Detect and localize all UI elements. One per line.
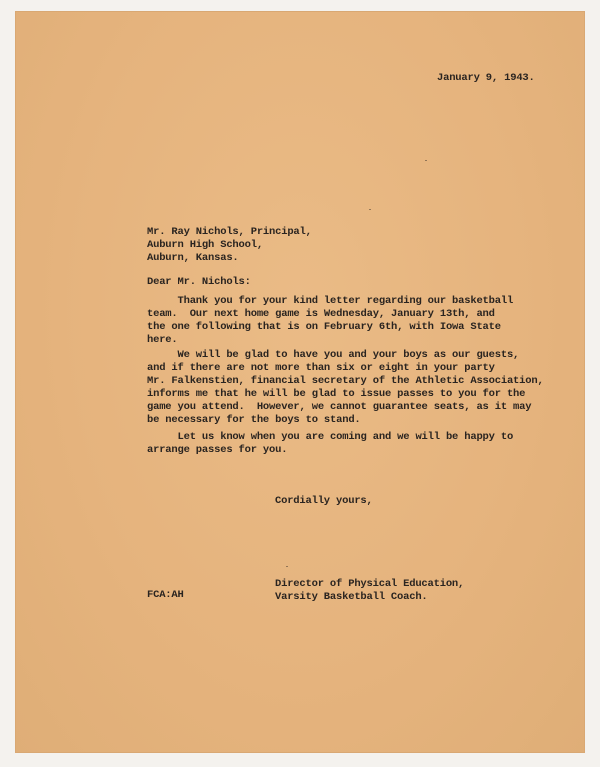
body-line: We will be glad to have you and your boys as our guests,: [147, 349, 520, 361]
body-line: here.: [147, 334, 178, 346]
address-line: Mr. Ray Nichols, Principal,: [147, 226, 312, 238]
address-line: Auburn High School,: [147, 239, 263, 251]
signature-block: [275, 578, 464, 604]
salutation: Dear Mr. Nichols:: [147, 276, 251, 288]
body-line: game you attend. However, we cannot guarantee seats, as it may: [147, 401, 532, 413]
body-line: Mr. Falkenstien, financial secretary of the Athletic Association,: [147, 375, 544, 387]
signature-title: Director of Physical Education,: [275, 578, 465, 590]
paper-speck: [286, 566, 288, 567]
paragraph-3: [147, 431, 513, 457]
paper-speck: [369, 209, 371, 210]
signature-title: Varsity Basketball Coach.: [275, 591, 428, 603]
recipient-address: [147, 226, 312, 265]
body-line: the one following that is on February 6th, with Iowa State: [147, 321, 501, 333]
body-line: team. Our next home game is Wednesday, January 13th, and: [147, 308, 495, 320]
paragraph-1: [147, 295, 513, 347]
paper-speck: [425, 160, 427, 161]
reference-initials: FCA:AH: [147, 589, 184, 601]
closing: Cordially yours,: [275, 495, 373, 507]
body-line: and if there are not more than six or eight in your party: [147, 362, 495, 374]
address-line: Auburn, Kansas.: [147, 252, 239, 264]
body-line: be necessary for the boys to stand.: [147, 414, 361, 426]
body-line: informs me that he will be glad to issue passes to you for the: [147, 388, 526, 400]
body-line: Thank you for your kind letter regarding our basketball: [147, 295, 514, 307]
body-line: arrange passes for you.: [147, 444, 288, 456]
letter-date: January 9, 1943.: [437, 72, 535, 84]
body-line: Let us know when you are coming and we will be happy to: [147, 431, 514, 443]
paragraph-2: [147, 349, 544, 427]
